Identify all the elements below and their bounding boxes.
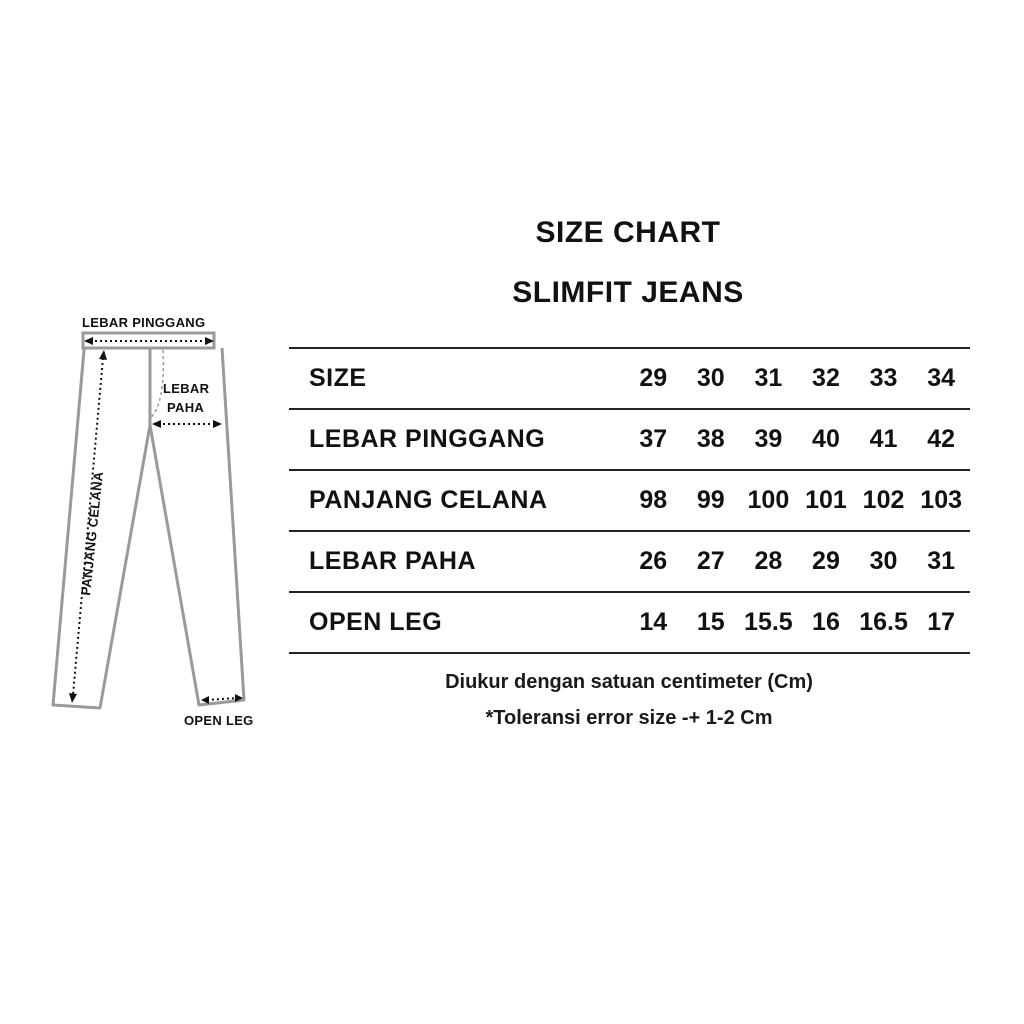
table-cell: 15.5 [740, 592, 798, 653]
row-label: LEBAR PINGGANG [289, 409, 624, 470]
table-cell: 41 [855, 409, 913, 470]
waist-diagram-label: LEBAR PINGGANG [82, 315, 206, 330]
table-cell: 98 [624, 470, 682, 531]
waist-measure-arrow [84, 337, 214, 345]
table-cell: 37 [624, 409, 682, 470]
table-cell: 29 [797, 531, 855, 592]
table-cell: 42 [912, 409, 970, 470]
table-cell: 103 [912, 470, 970, 531]
row-label: OPEN LEG [289, 592, 624, 653]
pants-diagram [0, 0, 300, 760]
length-diagram-label: PANJANG CELANA [78, 470, 106, 597]
size-header-cell: 29 [624, 348, 682, 409]
table-cell: 27 [682, 531, 740, 592]
table-cell: 31 [912, 531, 970, 592]
table-cell: 100 [740, 470, 798, 531]
thigh-measure-arrow [152, 420, 222, 428]
size-table [289, 347, 970, 654]
table-cell: 101 [797, 470, 855, 531]
table-cell: 102 [855, 470, 913, 531]
table-cell: 14 [624, 592, 682, 653]
page-title: SIZE CHART [535, 216, 721, 249]
thigh-diagram-label-line2: PAHA [167, 400, 205, 415]
table-cell: 17 [912, 592, 970, 653]
table-row [289, 531, 970, 592]
table-row [289, 470, 970, 531]
table-row [289, 592, 970, 653]
table-row [289, 409, 970, 470]
table-header-label: SIZE [289, 348, 624, 409]
size-header-cell: 32 [797, 348, 855, 409]
table-header-row [289, 348, 970, 409]
pocket-curve [150, 350, 163, 418]
table-cell: 28 [740, 531, 798, 592]
size-header-cell: 33 [855, 348, 913, 409]
size-header-cell: 34 [912, 348, 970, 409]
table-cell: 15 [682, 592, 740, 653]
table-cell: 16.5 [855, 592, 913, 653]
size-header-cell: 30 [682, 348, 740, 409]
product-subtitle: SLIMFIT JEANS [512, 276, 744, 309]
table-cell: 40 [797, 409, 855, 470]
table-cell: 26 [624, 531, 682, 592]
thigh-diagram-label-line1: LEBAR [163, 381, 210, 396]
table-cell: 39 [740, 409, 798, 470]
row-label: LEBAR PAHA [289, 531, 624, 592]
table-cell: 38 [682, 409, 740, 470]
row-label: PANJANG CELANA [289, 470, 624, 531]
waistband-outline [83, 333, 214, 348]
table-cell: 16 [797, 592, 855, 653]
unit-note: Diukur dengan satuan centimeter (Cm) [445, 671, 813, 693]
table-cell: 99 [682, 470, 740, 531]
tolerance-note: *Toleransi error size -+ 1-2 Cm [485, 707, 773, 729]
open-leg-diagram-label: OPEN LEG [184, 713, 254, 728]
table-cell: 30 [855, 531, 913, 592]
size-header-cell: 31 [740, 348, 798, 409]
